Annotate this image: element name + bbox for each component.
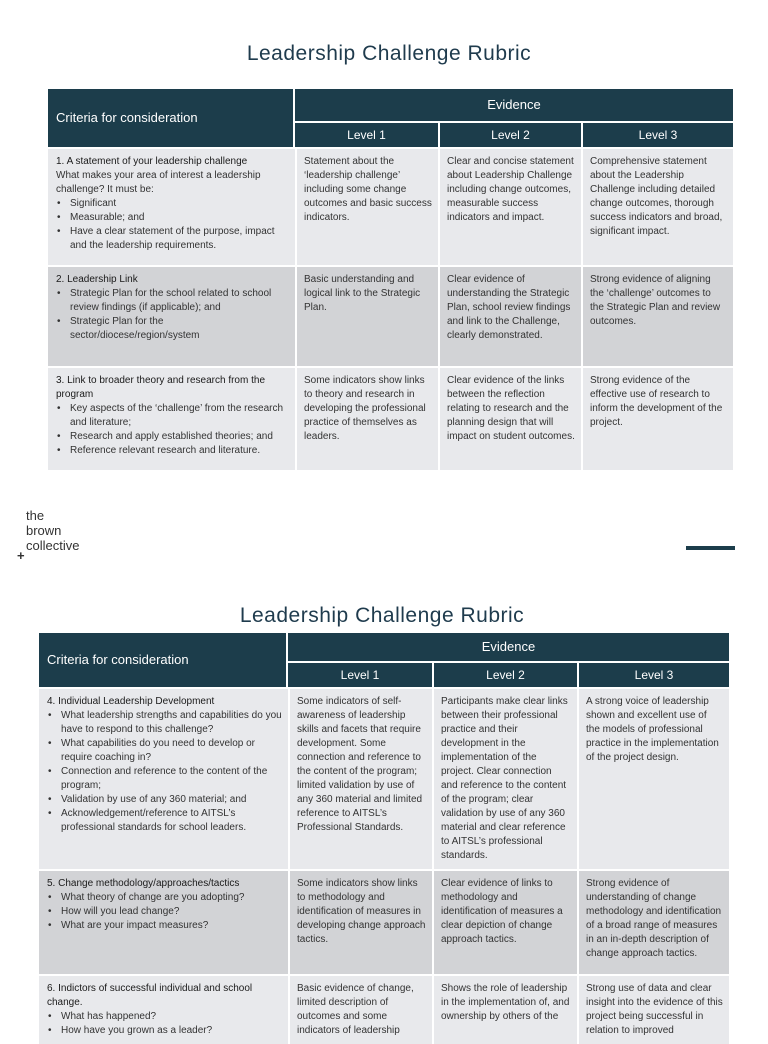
plus-icon: + <box>17 548 25 563</box>
list-item: • Validation by use of any 360 material; and <box>61 793 282 807</box>
list-item: • Acknowledgement/reference to AITSL’s professional standards for school leaders. <box>61 807 282 835</box>
level-3-cell: A strong voice of leadership shown and excellent use of the models of professional practice in the implementation of the project design. <box>577 687 729 869</box>
criteria-title: 5. Change methodology/approaches/tactics <box>47 878 240 889</box>
list-item: • How will you lead change? <box>61 905 282 919</box>
table-row <box>48 147 733 265</box>
criteria-header: Criteria for consideration <box>48 89 295 147</box>
criteria-title: 1. A statement of your leadership challenge <box>56 156 248 167</box>
level-3-cell: Strong use of data and clear insight into the evidence of this project being successful in relation to improved <box>577 974 729 1044</box>
list-item: • Strategic Plan for the school related to school review findings (if applicable); and <box>70 287 289 315</box>
criteria-cell <box>48 265 295 366</box>
rubric-table <box>48 89 733 470</box>
criteria-title: 6. Indictors of successful individual and school change. <box>47 983 253 1008</box>
page-accent-bar <box>686 546 735 550</box>
level-3-header: Level 3 <box>581 123 733 147</box>
criteria-cell <box>39 869 288 974</box>
table-row <box>48 366 733 470</box>
level-3-cell: Strong evidence of aligning the ‘challenge’ outcomes to the Strategic Plan and review outcomes. <box>581 265 733 366</box>
table-row <box>39 974 729 1044</box>
page-title: Leadership Challenge Rubric <box>239 604 525 627</box>
table-row <box>39 869 729 974</box>
list-item: • Have a clear statement of the purpose, impact and the leadership requirements. <box>70 225 289 253</box>
level-2-header: Level 2 <box>432 663 577 687</box>
level-2-cell: Clear evidence of links to methodology and identification of measures a clear depiction of change approach tactics. <box>432 869 577 974</box>
list-item: • What are your impact measures? <box>61 919 282 933</box>
criteria-bullets <box>56 287 289 343</box>
criteria-header: Criteria for consideration <box>39 633 288 687</box>
level-3-cell: Strong evidence of understanding of change methodology and identification of a broad range of measures in an in-depth description of change approach tactics. <box>577 869 729 974</box>
logo-text-line: the <box>26 508 45 523</box>
logo-text-line: brown <box>26 523 62 538</box>
criteria-title: 4. Individual Leadership Development <box>47 696 215 707</box>
criteria-cell <box>48 366 295 470</box>
level-2-cell: Participants make clear links between their professional practice and their development in the implementation of the project. Clear connection and reference to the content of the program; clear validation by use of any 360 material and clear reference to AITSL’s professional standards. <box>432 687 577 869</box>
list-item: • Strategic Plan for the sector/diocese/region/system <box>70 315 289 343</box>
list-item: • What has happened? <box>61 1010 282 1024</box>
level-1-cell: Basic evidence of change, limited description of outcomes and some indicators of leadership <box>288 974 432 1044</box>
list-item: • Connection and reference to the content of the program; <box>61 765 282 793</box>
list-item: • Key aspects of the ‘challenge’ from the research and literature; <box>70 402 289 430</box>
logo-text-line: collective <box>26 538 80 553</box>
level-2-cell: Clear evidence of the links between the reflection relating to research and the planning design that will impact on student outcomes. <box>438 366 581 470</box>
evidence-header: Evidence <box>288 633 729 663</box>
criteria-title: 2. Leadership Link <box>56 274 138 285</box>
criteria-cell <box>48 147 295 265</box>
page-title: Leadership Challenge Rubric <box>246 42 532 65</box>
rubric-table <box>39 633 729 1044</box>
brand-logo <box>16 508 106 562</box>
level-1-cell: Some indicators of self-awareness of leadership skills and facets that require development. Some connection and reference to the content of the program; limited validation by use of any 360 material and limited reference to AITSL’s Professional Standards. <box>288 687 432 869</box>
level-2-header: Level 2 <box>438 123 581 147</box>
level-3-header: Level 3 <box>577 663 729 687</box>
level-2-cell: Clear and concise statement about Leadership Challenge including change outcomes, measurable success indicators and impact. <box>438 147 581 265</box>
criteria-bullets <box>47 709 282 835</box>
level-2-cell: Clear evidence of understanding the Strategic Plan, school review findings and link to the Challenge, clearly demonstrated. <box>438 265 581 366</box>
list-item: • Reference relevant research and literature. <box>70 444 289 458</box>
table-row <box>48 265 733 366</box>
level-3-cell: Strong evidence of the effective use of research to inform the development of the project. <box>581 366 733 470</box>
list-item: • What leadership strengths and capabilities do you have to respond to this challenge? <box>61 709 282 737</box>
list-item: • How have you grown as a leader? <box>61 1024 282 1038</box>
list-item: • What theory of change are you adopting? <box>61 891 282 905</box>
level-1-header: Level 1 <box>347 128 386 142</box>
criteria-bullets <box>47 1010 282 1038</box>
table-row <box>39 687 729 869</box>
level-1-header: Level 1 <box>340 668 380 682</box>
level-1-cell: Some indicators show links to theory and research in developing the professional practice of themselves as leaders. <box>295 366 438 470</box>
evidence-header: Evidence <box>295 89 733 123</box>
list-item: • Measurable; and <box>70 211 289 225</box>
level-1-cell: Basic understanding and logical link to the Strategic Plan. <box>295 265 438 366</box>
criteria-bullets <box>47 891 282 933</box>
list-item: • What capabilities do you need to develop or require coaching in? <box>61 737 282 765</box>
criteria-title: 3. Link to broader theory and research from the program <box>56 375 266 400</box>
level-2-cell: Shows the role of leadership in the implementation of, and ownership by others of the <box>432 974 577 1044</box>
criteria-bullets <box>56 197 289 253</box>
level-3-cell: Comprehensive statement about the Leadership Challenge including detailed change outcomes, thorough success indicators and broad, significant impact. <box>581 147 733 265</box>
criteria-intro: What makes your area of interest a leadership challenge? It must be: <box>56 170 261 195</box>
list-item: • Significant <box>70 197 289 211</box>
criteria-cell <box>39 974 288 1044</box>
criteria-cell <box>39 687 288 869</box>
criteria-bullets <box>56 402 289 458</box>
list-item: • Research and apply established theories; and <box>70 430 289 444</box>
level-1-cell: Statement about the ‘leadership challenge’ including some change outcomes and basic success indicators. <box>295 147 438 265</box>
level-1-cell: Some indicators show links to methodology and identification of measures in developing change approach tactics. <box>288 869 432 974</box>
